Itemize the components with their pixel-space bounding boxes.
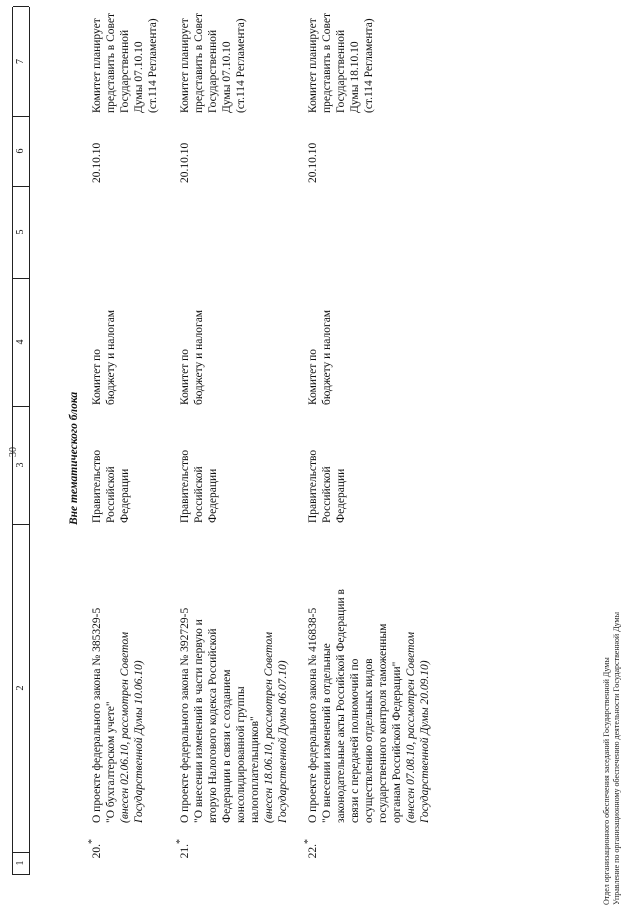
responsible-committee [178, 285, 206, 405]
committee-plan-line: Государственной [119, 29, 131, 113]
committee-plan-line: представить в Совет [193, 12, 205, 113]
section-title: Вне тематического блока [68, 391, 80, 525]
initiator-line: Российской [321, 466, 333, 523]
bill-title-line: вторую Налогового кодекса Российской [207, 628, 219, 823]
committee-plan-line: Комитет планирует [91, 18, 103, 113]
bill-title-line: "О внесении изменений в части первую и [193, 619, 205, 823]
row-number-text: 20. [91, 844, 103, 859]
column-number-header [12, 7, 30, 875]
committee-plan-line: представить в Совет [105, 12, 117, 113]
bill-note-line: (внесен 18.06.10, рассмотрен Советом [263, 631, 275, 823]
responsible-committee-line: Комитет по [179, 349, 191, 405]
initiator-line: Российской [193, 466, 205, 523]
committee-plan-line: Думы 07.10.10 [221, 41, 233, 113]
initiator-line: Правительство [179, 449, 191, 523]
responsible-committee [90, 285, 118, 405]
committee-plan [178, 3, 248, 113]
bill-title-line: осуществлению отдельных видов [363, 658, 375, 823]
row-number-text: 22. [307, 844, 319, 859]
row-star-mark: * [87, 839, 99, 844]
page-number: 30 [8, 447, 19, 457]
committee-plan [90, 3, 160, 113]
header-col-6: 6 [13, 116, 29, 187]
committee-plan-line: (ст.114 Регламента) [147, 18, 159, 113]
review-date: 20.10.10 [179, 142, 191, 183]
bill-note-line: Государственной Думы 20.09.10) [419, 660, 431, 823]
header-col-2: 2 [13, 524, 29, 853]
bill-title-line: О проекте федерального закона № 385329-5 [91, 607, 103, 823]
committee-plan-line: Государственной [207, 29, 219, 113]
row-star-mark: * [303, 839, 315, 844]
responsible-committee-line: бюджету и налогам [321, 309, 333, 405]
bill-note-line: (внесен 07.08.10, рассмотрен Советом [405, 631, 417, 823]
committee-plan-line: Комитет планирует [179, 18, 191, 113]
review-date: 20.10.10 [307, 142, 319, 183]
committee-plan-line: Комитет планирует [307, 18, 319, 113]
bill-title-line: органам Российской Федерации" [391, 661, 403, 823]
initiator [90, 423, 132, 523]
responsible-committee-line: Комитет по [91, 349, 103, 405]
bill-title-line: "О бухгалтерском учете" [105, 701, 117, 823]
header-col-1: 1 [13, 852, 29, 875]
bill-note-line: Государственной Думы 10.06.10) [133, 660, 145, 823]
bill-title [90, 533, 146, 823]
initiator-line: Федерации [119, 468, 131, 523]
bill-title-line: Федерации в связи с созданием [221, 669, 233, 823]
responsible-committee [306, 285, 334, 405]
committee-plan-line: Думы 18.10.10 [349, 41, 361, 113]
committee-plan [306, 3, 376, 113]
committee-plan-line: Думы 07.10.10 [133, 41, 145, 113]
committee-plan-line: (ст.114 Регламента) [363, 18, 375, 113]
bill-title-line: консолидированной группы [235, 686, 247, 823]
committee-plan-line: представить в Совет [321, 12, 333, 113]
bill-title-line: О проекте федерального закона № 392729-5 [179, 607, 191, 823]
committee-plan-line: Государственной [335, 29, 347, 113]
footer-line: Отдел организационного обеспечения заседаний Государственной Думы [602, 657, 611, 905]
bill-title-line: "О внесении изменений в отдельные [321, 643, 333, 823]
bill-title-line: законодательные акты Российской Федерации в [335, 589, 347, 823]
initiator [178, 423, 220, 523]
bill-title [178, 533, 290, 823]
responsible-committee-line: бюджету и налогам [105, 309, 117, 405]
initiator-line: Правительство [91, 449, 103, 523]
footer-line: Управление по организационному обеспечению деятельности Государственной Думы [612, 612, 621, 905]
responsible-committee-line: бюджету и налогам [193, 309, 205, 405]
bill-title-line: налогоплательщиков" [249, 716, 261, 823]
responsible-committee-line: Комитет по [307, 349, 319, 405]
header-col-5: 5 [13, 186, 29, 279]
bill-title-line: государственного контроля таможенным [377, 623, 389, 823]
row-number [87, 839, 104, 875]
bill-note-line: Государственной Думы 06.07.10) [277, 660, 289, 823]
review-date: 20.10.10 [91, 142, 103, 183]
header-col-4: 4 [13, 278, 29, 407]
row-number [175, 839, 192, 875]
committee-plan-line: (ст.114 Регламента) [235, 18, 247, 113]
initiator-line: Федерации [207, 468, 219, 523]
initiator [306, 423, 348, 523]
row-star-mark: * [175, 839, 187, 844]
initiator-line: Федерации [335, 468, 347, 523]
initiator-line: Правительство [307, 449, 319, 523]
header-col-7: 7 [13, 6, 29, 117]
header-col-3: 3 [13, 406, 29, 525]
bill-title [306, 533, 432, 823]
row-number-text: 21. [179, 844, 191, 859]
initiator-line: Российской [105, 466, 117, 523]
bill-note-line: (внесен 02.06.10, рассмотрен Советом [119, 631, 131, 823]
bill-title-line: О проекте федерального закона № 416838-5 [307, 607, 319, 823]
footer [602, 612, 622, 905]
bill-title-line: связи с передачей полномочий по [349, 658, 361, 823]
row-number [303, 839, 320, 875]
